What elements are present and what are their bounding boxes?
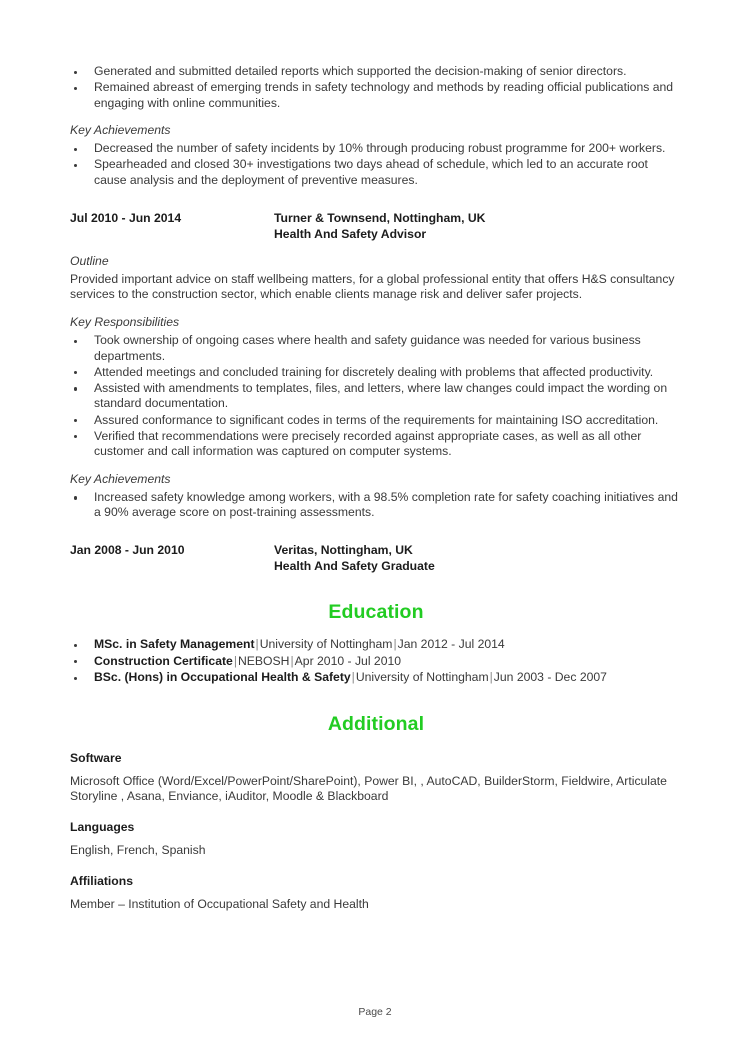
list-item <box>70 670 682 686</box>
education-degree: Construction Certificate <box>94 653 233 668</box>
list-item: Assured conformance to significant codes in terms of the requirements for maintaining ISO accreditation. <box>70 413 682 429</box>
job-dates: Jan 2008 - Jun 2010 <box>70 543 185 558</box>
list-item: Spearheaded and closed 30+ investigations two days ahead of schedule, which led to an accurate root cause analysis and the deployment of preventive measures. <box>70 157 682 188</box>
education-separator: | <box>351 670 355 685</box>
languages-value: English, French, Spanish <box>70 843 206 858</box>
job-header-veritas <box>70 542 682 574</box>
section-heading-education: Education <box>328 601 424 624</box>
list-item: Increased safety knowledge among workers, with a 98.5% completion rate for safety coaching initiatives and a 90% average score on post-training assessments. <box>70 490 682 521</box>
job-dates: Jul 2010 - Jun 2014 <box>70 210 182 225</box>
education-dates: Apr 2010 - Jul 2010 <box>294 653 402 668</box>
outline-label: Outline <box>70 253 109 268</box>
continued-responsibilities-list <box>70 64 682 111</box>
key-achievements-list <box>70 490 682 521</box>
languages-label: Languages <box>70 820 135 835</box>
education-degree: MSc. in Safety Management <box>94 637 255 652</box>
key-achievements-label: Key Achievements <box>70 123 171 138</box>
list-item <box>70 637 682 653</box>
job-company: Turner & Townsend, Nottingham, UK <box>274 210 486 225</box>
continued-achievements-list <box>70 141 682 188</box>
list-item: Remained abreast of emerging trends in safety technology and methods by reading official publications and engaging with online communities. <box>70 80 682 111</box>
list-item: Decreased the number of safety incidents by 10% through producing robust programme for 200+ workers. <box>70 141 682 157</box>
education-separator: | <box>489 670 493 685</box>
education-separator: | <box>393 637 397 652</box>
job-title: Health And Safety Advisor <box>274 226 427 241</box>
list-item: Generated and submitted detailed reports which supported the decision-making of senior directors. <box>70 64 682 80</box>
job-company-title <box>274 542 682 574</box>
job-title: Health And Safety Graduate <box>274 559 435 574</box>
software-label: Software <box>70 750 122 765</box>
key-responsibilities-label: Key Responsibilities <box>70 314 180 329</box>
resume-content <box>70 64 682 912</box>
job-company: Veritas, Nottingham, UK <box>274 543 413 558</box>
list-item <box>70 654 682 670</box>
page-number: Page 2 <box>358 1006 392 1018</box>
education-dates: Jun 2003 - Dec 2007 <box>493 670 607 685</box>
education-institution: NEBOSH <box>238 653 290 668</box>
education-list <box>70 637 682 686</box>
key-responsibilities-list <box>70 333 682 460</box>
affiliations-value: Member – Institution of Occupational Safety and Health <box>70 896 369 911</box>
list-item: Assisted with amendments to templates, files, and letters, where law changes could impact the wording on standard documentation. <box>70 381 682 412</box>
education-degree: BSc. (Hons) in Occupational Health & Safety <box>94 670 351 685</box>
outline-text: Provided important advice on staff wellbeing matters, for a global professional entity that offers H&S consultancy services to the construction sector, which enable clients manage risk and deliver safer projects. <box>70 271 675 302</box>
education-institution: University of Nottingham <box>259 637 393 652</box>
software-value: Microsoft Office (Word/Excel/PowerPoint/SharePoint), Power BI, , AutoCAD, BuilderStorm, Fieldwire, Articulate Storyline , Asana, Enviance, iAuditor, Moodle & Blackboard <box>70 773 667 804</box>
education-separator: | <box>233 653 237 668</box>
page-footer <box>0 1005 750 1019</box>
list-item: Attended meetings and concluded training for discretely dealing with problems that affected productivity. <box>70 365 682 381</box>
key-achievements-label: Key Achievements <box>70 471 171 486</box>
list-item: Verified that recommendations were precisely recorded against appropriate cases, as well as all other customer and call information was captured on computer systems. <box>70 429 682 460</box>
affiliations-label: Affiliations <box>70 873 133 888</box>
education-institution: University of Nottingham <box>355 670 489 685</box>
education-dates: Jan 2012 - Jul 2014 <box>397 637 505 652</box>
list-item: Took ownership of ongoing cases where health and safety guidance was needed for various business departments. <box>70 333 682 364</box>
education-separator: | <box>290 653 294 668</box>
job-company-title <box>274 210 682 242</box>
education-separator: | <box>255 637 259 652</box>
section-heading-additional: Additional <box>327 712 425 735</box>
job-header-turner-townsend <box>70 210 682 242</box>
